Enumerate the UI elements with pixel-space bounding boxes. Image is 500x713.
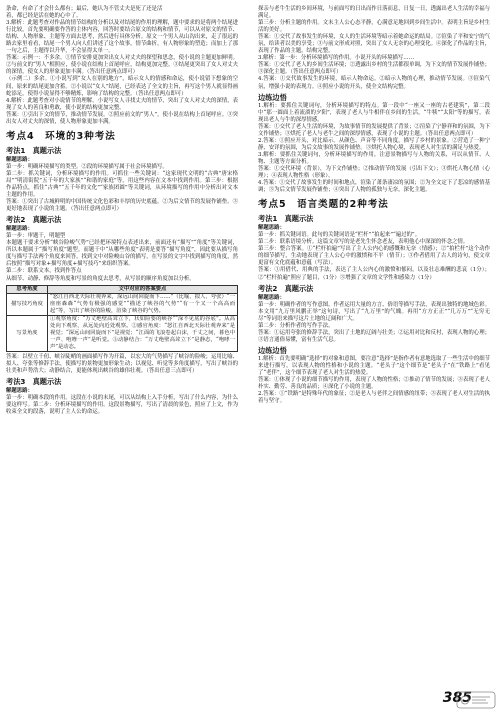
method-heading: 考法1 真题示法 xyxy=(258,214,314,224)
paragraph: 答案：①引出下文的情节，推动情节发展。②照应前文的“男人”，使小说在结构上首尾呼应。③突出女人对丈夫的深情，使人物形象更加丰满。 xyxy=(6,111,238,125)
approach-label: 解题思路： xyxy=(6,156,33,163)
paragraph: 3.解析：此题考查对作品的情节结构的分析以及对结尾的作用的理解，题中要求的是将两个结尾进行比较，首先要明确要作答的主体内容，回答时要结合原文的结构和情节，可以从对原文的情节、结构、人物形象、主题等方面去思考，然后进行具体分析。原文一个男人从山沟出来，走了很远的路去家里看看，结尾一个男人向人们讲述了这个故事，情节曲折，有人物形象的塑造；而加上了那一句之后，主题得以升华，不会显得太单一。 xyxy=(6,20,238,55)
approach-label: 解题思路： xyxy=(6,387,33,394)
paragraph: 答案：①体现了小说的细节描写的作用，表现了人物的性格；②推动了情节的发展；③表现了老人朴实、勤劳、善良的品质；④深化了小说的主题。 xyxy=(258,377,490,391)
table-cell-points: “怒江自西北天际壮观奔来，深远山间回旋而下……”（比喻、拟人、夸张）“一座座森森“气势有极强的感觉”“描述了峡谷的气势”“有一个又一个高高而起”等，写出了峡谷的险峻，渲染了峡谷的气势。 xyxy=(48,293,238,315)
paragraph: 第一步：明确作者的写作意图。作者运用大量的方言、俗语等描写手法，表现出独特的地域色彩。本文用“九万里风鹏正举”这句诗，写出了“九万里”的气魄。再用“方方正正”“几万万”“无穷无尽”等词语来描写这片土地的辽阔和广大。 xyxy=(258,301,490,322)
section-title: 考点4 环境的3种考法 xyxy=(6,130,116,142)
practice-heading: 边练边悟 xyxy=(258,345,287,355)
paragraph: 探亲与老牛生活的乡间环境，与前面写的日出而作日落而息，日复一日，透露出老人生活的幸福与满足。 xyxy=(258,6,490,20)
paragraph: 第一步：明确本段的作用。这段在小说的末尾，可以从结构上入手分析，写出了什么内容，为什么要这样写。第二步：分析环境描写的作用。这段景物描写，写出了清晨的景色，照应了上文，作为收束全文的段落，说明了主人公的命运。 xyxy=(6,394,238,415)
paragraph: （示例二）多余。①小说写到“女人在别的地方”，暗示女人的情感和命运，使小说留下想象的空间，原来的结尾更加含蓄。②小说以“女人”结尾，已经表达了全文的主旨，再写这个男人就显得画蛇添足，使得小说显得不够精炼，影响了结构的完整。（答出任意两点即可） xyxy=(6,76,238,97)
approach-label: 解题思路： xyxy=(258,225,285,232)
paragraph: 从细节、动静、修辞等角度和写景的角度去思考，从写景的顺序角度加以分析。 xyxy=(6,275,195,282)
left-column xyxy=(6,6,238,416)
paragraph: 1.解析：首先要明确“选择”的对象和意图，要注意“选择”是指作者有意地选取了一些生活中的细节来进行描写，以表现人物的性格和小说的主题。“老头子”这个细节是“老头子”在“铁路上”看见了“老伴”，这个细节表现了老人对生活的热爱。 xyxy=(258,355,490,376)
paragraph: 第二步：联系文本，找到作答点 xyxy=(6,268,82,275)
paragraph: 答案：①交代环境（背景），为下文作铺垫；②推动情节的发展（引出下文）；③烘托人物心情（心理）；④表现人物性格（形象）。 xyxy=(258,165,490,180)
method-heading: 考法3 真题示法 xyxy=(6,376,62,386)
table-row xyxy=(7,293,238,315)
paragraph: 2.答案：①照应开头，对比暗示。从颜色、声音等不同角度，描写了乡村的景象。②营造了一种宁静、安详的氛围，为后文故事的发展作铺垫。③烘托人物心境，表现老人对生活的满足与热爱。 xyxy=(258,137,490,151)
table-cell-angle: 描写技巧角度 xyxy=(7,293,48,315)
paragraph: 第三步：分析主题的作用。文末主人公心态平静，心满意足地回到乡间生活中。表明主旨是乡村生活的美好。 xyxy=(258,20,490,34)
paragraph: 答案：①交代了老人生活的环境，为故事情节的发展提供了背景；②渲染了宁静祥和的氛围，为下文作铺垫；③烘托了老人与老牛之间的深厚情感，表现了小说的主题。（答出任意两点即可） xyxy=(258,123,490,137)
paragraph: 着，都已经是活在她的心中了。 xyxy=(6,13,82,20)
paragraph: 3.解析：第一步：分析环境描写的作用。小说开头的环境描写…… xyxy=(258,55,415,62)
method-heading: 考法1 真题示法 xyxy=(6,145,62,155)
paragraph: 4.解析：此题考查对小说情节的理解。小说写女人寻找丈夫的情节，突出了女人对丈夫的深情，表现了女人的善良和勇敢，使小说的结构更加完整。 xyxy=(6,97,238,111)
paragraph: 答案：①突出了古城鲜明的中国传统文化色彩和丰厚的历史底蕴。②为后文情节的发展作铺垫。③更好地表现了小说的主题。（答出任意两点即可） xyxy=(6,199,238,213)
approach-label: 解题思路： xyxy=(258,294,285,301)
paragraph: 本题题干要求分析“峡谷险峻气势”已经把环境特点表述出来，前面还有“描写”“角度”等关键词，所以本题属于“描写角度”题型。而题干中“从哪些角度”表明是要答“描写角度”，因此要从描写角度与描写手法两个角度来回答，找到文中对险峻山谷的描写，在写景的文字中找到描写的角度，然后按照“描写对象+描写角度+描写技巧”来组织答案。 xyxy=(6,240,238,268)
practice-heading: 边练边悟 xyxy=(258,92,287,102)
approach-label: 解题思路： xyxy=(6,226,33,233)
paragraph: 答案：①交代了老人的乡间生活环境；②透露出乡村的生活都很单调，为下文的情节发展作铺垫；③深化主题。（答出任意两点即可） xyxy=(258,62,490,76)
paragraph: 1.解析：要抓住关键词句，分析环境描写的特点。第一段中“一座又一座的古老建筑”，第二段中“那一圆面上着流淌的夕阳”，表现了老人与牛相伴在乡间的生活，“牛犊”“太阳”等的描写，表现出老人与牛的深厚情感。 xyxy=(258,102,490,123)
watermark-logo xyxy=(456,689,496,711)
paragraph: 第一步：明确环境描写的类型。②段的环境描写属于社会环境描写。 xyxy=(6,163,168,170)
paragraph: 第二步：分析作者的写作手法。 xyxy=(258,322,334,329)
right-column xyxy=(258,6,490,405)
paragraph: 第二步：抓关键词，分析环境描写的作用。可抓住一些关键词：“这家现代文明的“古典”唐宋格局”“明清街院”五千年的大家族”“和谐的家庭”等，用这些内容在文本中找到作用。第三步：根据作品特点，抓住“古典”“五千年的文化”“家族团圆”等关键词，从环境描写的作用中分析出对文本主题的作用。 xyxy=(6,170,238,199)
section-title: 考点5 语言类题的2种考法 xyxy=(258,199,389,211)
table-header-row xyxy=(7,285,238,293)
paragraph: 答案：①交代了故事发生的环境，女人的生活环境等暗示着她命运的结局。②渲染了平和安宁的气氛，给读者以美的享受；③与前文形成对照，突出了女人无奈的心理变化。④深化了作品的主旨，表现了作品的主题，结构完整。 xyxy=(258,34,490,55)
table-cell-angle: 思考角度 xyxy=(7,285,48,293)
paragraph: 答案：示例一：不多余。①情节安排更加突出女人对丈夫的探望和思念，使小说的主题更加鲜明。②与前文的“男人”相照应，使小说在结构上首尾呼应，结构更加完整。③结尾更突出了女人对丈夫的深情，使女人的形象更加丰满。（答出任意两点即可） xyxy=(6,55,238,76)
paragraph: 第二步：联系语境分析。这篇文章写的是老先生怀念老友，表明他心中深深的怀念之情。 xyxy=(258,239,469,246)
paragraph: 第一步：抓关键词语。此句的关键词语是“栏杆”“拍起来”“遍过的”。 xyxy=(258,232,421,239)
answer-points-table xyxy=(6,285,238,352)
table-cell-points: ①观察角度：“万丈绝壁高耸立下，状如险要的峡谷”“深不见底的谷底”。从高处向下观察，从远处向近处观察。②感官角度：“怒江自西北天际壮观奔来”是视觉；“深远山间回旋而下”是视觉；“江面的飞浪卷起白沫，千丈之间，暮色中一声、咆哮一声”是听觉。③动静结合：“万丈绝壁高耸立下”是静态，“咆哮一声”是动态。 xyxy=(48,315,238,351)
paragraph: 4.答案：①交代故事发生的环境，暗示人物命运。②暗示人物的心理，推动情节发展。③渲染气氛，增强小说的表现力。④照应小说的开头，使全文结构完整。 xyxy=(258,76,490,90)
method-heading: 考法2 真题示法 xyxy=(258,283,314,293)
paragraph: 第三步：整合答案。①“栏杆拍遍”写出了主人公内心的感慨和无奈（情感）；②“拍栏杆”这个动作的细节描写，生动地表现了主人公心中的激愤和不平（情节）；③作者借用了古人的诗句，使文章更富有文化底蕴和意蕴（写法）。 xyxy=(258,246,490,267)
paragraph: 答案：①运用夸张的修辞手法，突出了土地的辽阔与壮美；②运用对比和反衬，表现人物的心理；③语言通俗易懂，富有生活气息。 xyxy=(258,329,490,343)
paragraph: 条命，有命了才会什么都有；最后，她认为不管丈夫是死了还是活 xyxy=(6,6,163,12)
table-cell-points: 文中对应的答案要点 xyxy=(48,285,238,293)
method-heading: 考法2 真题示法 xyxy=(6,215,62,225)
paragraph: 答案：以壁立千仞、峡谷陡峭的画面描写作为开篇，以宏大的气势描写了峡谷的险峻；运用比喻、拟人、夸张等修辞手法，使描写的景物更加形象生动；以视觉、听觉等多角度描写，写出了峡谷的壮美和声势浩大；动静结合，更能体现出峡谷的雄伟壮观。（答出任意三点即可） xyxy=(6,353,238,374)
paragraph: 答案：①用借代、用典的手法，表达了主人公内心的激愤和郁闷，以及壮志难酬的悲哀（1分）；②“栏杆拍遍”照应了题目，（1分）③增强了文章的文学性和感染力（1分） xyxy=(258,267,490,281)
paragraph: 3.解析：要抓住关键词句，分析环境描写的作用，注意景物描写与人物的关系，可以从情节、人物、主题等方面分析。 xyxy=(258,151,490,165)
paragraph: 2.答案：①“铁路”是特殊年代的象征；②是老人与老伴之间情感的纽带；③表现了老人对生活的执着与坚守。 xyxy=(258,391,490,405)
table-cell-angle: 写景角度 xyxy=(7,315,48,351)
page-number-text: 385 xyxy=(442,689,472,706)
table-row xyxy=(7,315,238,351)
paragraph: 第一步：审题干，明题型 xyxy=(6,233,66,240)
paragraph: 4.答案：①交代了故事发生的时间和地点，渲染了萧条凄凉的氛围；②为全文定下了悲凉的感情基调；③为后文情节发展作铺垫；④突出了人物的孤独与无奈，深化主题。 xyxy=(258,180,490,194)
